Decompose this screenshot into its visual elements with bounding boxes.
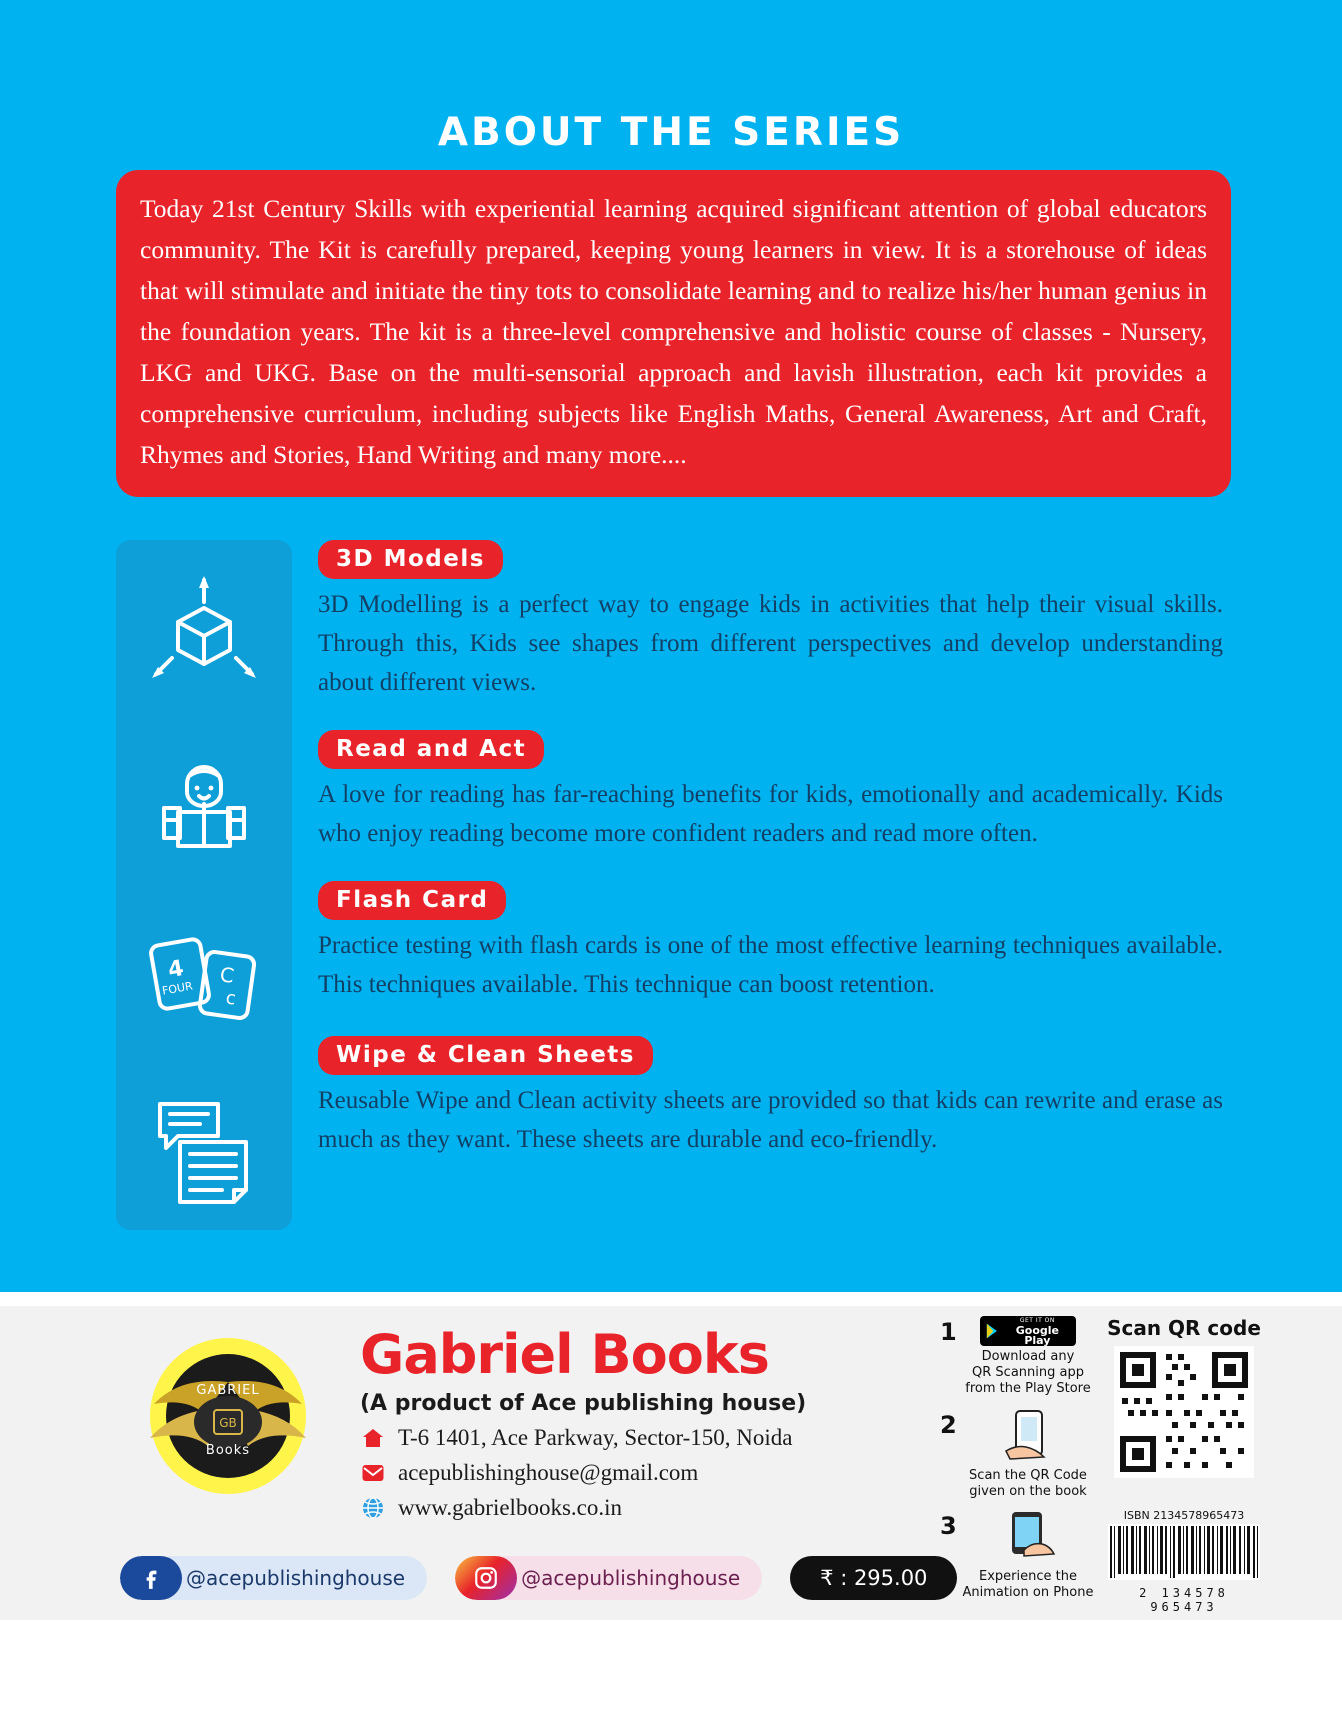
divider-strip — [0, 1292, 1342, 1306]
step-caption: Scan the QR Code given on the book — [969, 1468, 1087, 1499]
step-number: 2 — [940, 1411, 957, 1439]
flash-cards-icon — [116, 892, 292, 1064]
feature-read-and-act — [318, 730, 1238, 853]
instagram-pill[interactable] — [455, 1556, 762, 1600]
website-text: www.gabrielbooks.co.in — [398, 1495, 622, 1520]
step-caption: Download any QR Scanning app from the Play Store — [965, 1349, 1091, 1396]
worksheet-icon — [116, 1060, 292, 1232]
mail-icon — [360, 1460, 386, 1486]
barcode-digits: 2 134578 965473 — [1139, 1586, 1229, 1614]
feature-description: 3D Modelling is a perfect way to engage kids in activities that help their visual skills. Through this, Kids see shapes from different perspectives and develop understanding about different views. — [318, 591, 1223, 696]
feature-description: Reusable Wipe and Clean activity sheets are provided so that kids can rewrite and erase as much as they want. These sheets are durable and eco-friendly. — [318, 1087, 1223, 1153]
feature-tag: Wipe & Clean Sheets — [318, 1036, 653, 1075]
qr-title: Scan QR code — [1107, 1316, 1261, 1340]
publisher-block — [360, 1325, 840, 1521]
page-title: ABOUT THE SERIES — [437, 110, 905, 155]
google-play-badge[interactable] — [980, 1316, 1076, 1346]
barcode-icon — [1104, 1524, 1264, 1585]
publisher-name: Gabriel Books — [360, 1323, 769, 1386]
home-icon — [360, 1425, 386, 1451]
qr-and-barcode — [1104, 1316, 1264, 1614]
gplay-big-label: Google Play — [1015, 1324, 1059, 1347]
isbn-label: ISBN 2134578965473 — [1123, 1509, 1245, 1522]
globe-icon — [360, 1495, 386, 1521]
instagram-handle: @acepublishinghouse — [503, 1556, 762, 1600]
feature-description: Practice testing with flash cards is one of the most effective learning techniques available. This techniques available. This technique can boost retention. — [318, 932, 1223, 998]
email-text: acepublishinghouse@gmail.com — [398, 1460, 699, 1485]
email-line[interactable] — [360, 1460, 840, 1486]
step-number: 1 — [940, 1318, 957, 1346]
feature-icon-strip — [116, 540, 292, 1230]
facebook-handle: @acepublishinghouse — [168, 1556, 427, 1600]
price-badge: ₹ : 295.00 — [790, 1556, 957, 1600]
svg-text:GABRIEL: GABRIEL — [196, 1383, 260, 1398]
qr-instructions — [940, 1316, 1100, 1607]
svg-text:Books: Books — [205, 1443, 251, 1458]
child-reading-icon — [116, 720, 292, 892]
flashcard-word: FOUR — [161, 979, 194, 998]
feature-description: A love for reading has far-reaching benefits for kids, emotionally and academically. Kids who enjoy reading become more confident readers and read more often. — [318, 781, 1223, 847]
svg-text:GB: GB — [219, 1416, 237, 1430]
feature-tag: 3D Models — [318, 540, 503, 579]
facebook-icon — [120, 1556, 182, 1600]
flashcard-number: 4 — [166, 955, 186, 984]
cube-axes-icon — [116, 548, 292, 720]
website-line[interactable] — [360, 1495, 840, 1521]
instagram-icon — [455, 1556, 517, 1600]
feature-list — [318, 540, 1238, 1181]
address-line — [360, 1425, 840, 1451]
step-number: 3 — [940, 1512, 957, 1540]
address-text: T-6 1401, Ace Parkway, Sector-150, Noida — [398, 1425, 793, 1450]
feature-3d-models — [318, 540, 1238, 702]
facebook-pill[interactable] — [120, 1556, 427, 1600]
step-1 — [940, 1316, 1100, 1397]
feature-wipe-and-clean-sheets — [318, 1036, 1238, 1159]
about-series-text-box: Today 21st Century Skills with experiential learning acquired significant attention of global educators community. The Kit is carefully prepared, keeping young learners in view. It is a storehouse of ideas that will stimulate and initiate the tiny tots to consolidate learning and to realize his/her human genius in the foundation years. The kit is a three-level comprehensive and holistic course of classes - Nursery, LKG and UKG. Base on the multi-sensorial approach and lavish illustration, each kit provides a comprehensive curriculum, including subjects like English Maths, General Awareness, Art and Craft, Rhymes and Stories, Hand Writing and many more.... — [116, 170, 1231, 497]
gplay-small-label: GET IT ON — [1019, 1317, 1055, 1324]
phone-tap-icon — [962, 1510, 1094, 1566]
step-3 — [940, 1510, 1100, 1601]
step-2 — [940, 1409, 1100, 1500]
phone-scan-icon — [962, 1409, 1094, 1465]
flashcard-letter-lower: c — [224, 987, 238, 1010]
publisher-logo — [128, 1324, 328, 1509]
feature-tag: Flash Card — [318, 881, 506, 920]
feature-flash-card — [318, 881, 1238, 1004]
publisher-subtitle: (A product of Ace publishing house) — [360, 1391, 807, 1416]
qr-code-icon[interactable] — [1104, 1346, 1264, 1483]
step-caption: Experience the Animation on Phone — [962, 1569, 1094, 1600]
social-row — [120, 1556, 957, 1600]
feature-tag: Read and Act — [318, 730, 544, 769]
flashcard-letter-upper: C — [218, 962, 236, 988]
